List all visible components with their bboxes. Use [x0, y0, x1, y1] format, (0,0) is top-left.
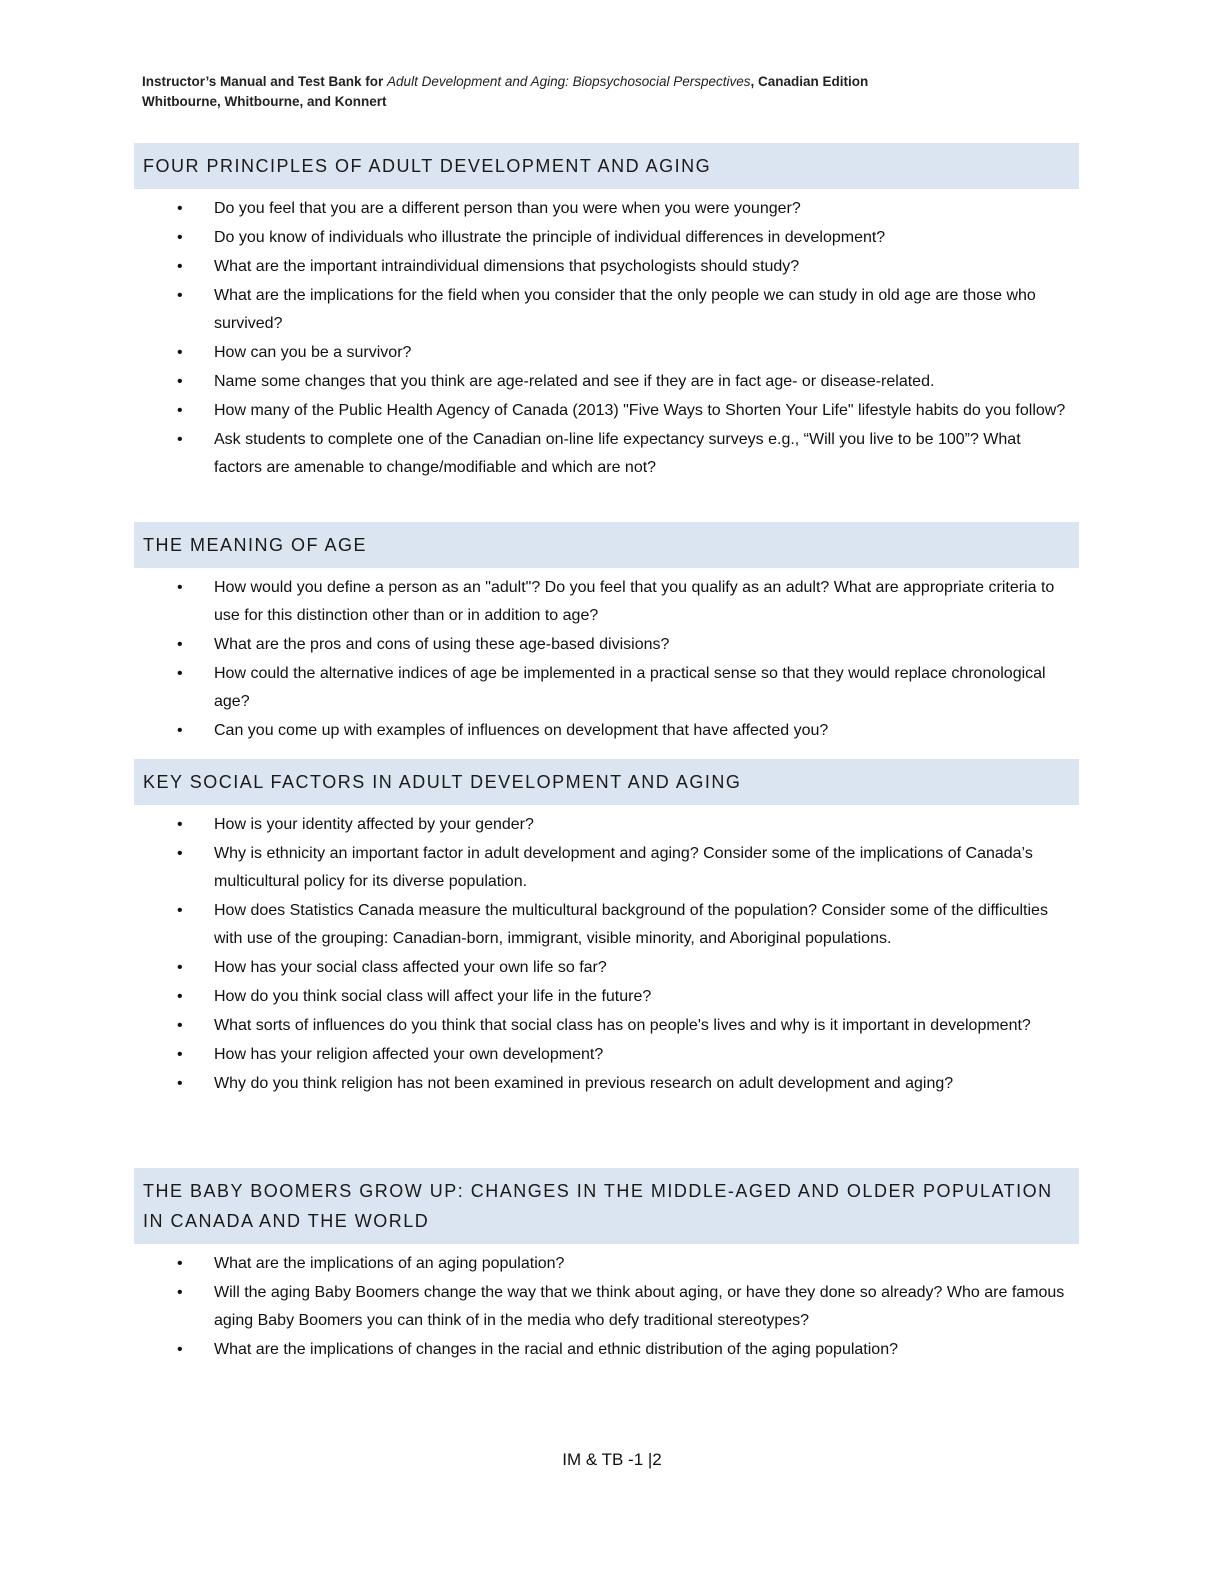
header-line-1	[142, 72, 868, 92]
question-text: How does Statistics Canada measure the multicultural background of the population? Consider some of the difficulties with use of the grouping: Canadian-born, immigrant, visible minority, and Aboriginal populations.	[214, 902, 1048, 947]
list-item	[134, 282, 1069, 338]
question-text: Will the aging Baby Boomers change the way that we think about aging, or have they done so already? Who are famous aging Baby Boomers you can think of in the media who defy traditional stereotypes?	[214, 1284, 1065, 1329]
bullet-icon: •	[177, 373, 183, 390]
bullet-icon: •	[177, 258, 183, 275]
question-text: How would you define a person as an "adult"? Do you feel that you qualify as an adult? What are appropriate criteria to use for this distinction other than or in addition to age?	[214, 579, 1055, 624]
page-footer: IM & TB -1 |2	[562, 1450, 662, 1469]
header-suffix: , Canadian Edition	[750, 74, 869, 89]
list-item	[134, 1041, 1069, 1069]
list-item	[134, 1250, 1069, 1278]
question-list	[134, 574, 1079, 745]
bullet-icon: •	[177, 200, 183, 217]
bullet-icon: •	[177, 1284, 183, 1301]
bullet-icon: •	[177, 845, 183, 862]
question-text: How do you think social class will affect your life in the future?	[214, 988, 652, 1005]
list-item	[134, 368, 1069, 396]
bullet-icon: •	[177, 665, 183, 682]
bullet-icon: •	[177, 1075, 183, 1092]
bullet-icon: •	[177, 988, 183, 1005]
section-heading: THE BABY BOOMERS GROW UP: CHANGES IN THE MIDDLE-AGED AND OLDER POPULATION IN CANADA AND THE WORLD	[134, 1168, 1079, 1244]
list-item	[134, 897, 1069, 953]
bullet-icon: •	[177, 959, 183, 976]
header-authors: Whitbourne, Whitbourne, and Konnert	[142, 94, 387, 109]
section-key-social-factors	[134, 759, 1079, 1099]
question-list	[134, 195, 1079, 482]
header-prefix: Instructor’s Manual and Test Bank for	[142, 74, 388, 89]
bullet-icon: •	[177, 816, 183, 833]
list-item	[134, 339, 1069, 367]
bullet-icon: •	[177, 636, 183, 653]
list-item	[134, 717, 1069, 745]
list-item	[134, 954, 1069, 982]
question-list	[134, 1250, 1079, 1364]
question-text: Can you come up with examples of influences on development that have affected you?	[214, 722, 829, 739]
list-item	[134, 840, 1069, 896]
question-text: How could the alternative indices of age be implemented in a practical sense so that they would replace chronological age?	[214, 665, 1046, 710]
section-heading: FOUR PRINCIPLES OF ADULT DEVELOPMENT AND AGING	[134, 143, 1079, 189]
list-item	[134, 574, 1069, 630]
question-text: Ask students to complete one of the Canadian on-line life expectancy surveys e.g., “Will you live to be 100”? What factors are amenable to change/modifiable and which are not?	[214, 431, 1021, 476]
question-text: What are the implications of changes in the racial and ethnic distribution of the aging population?	[214, 1341, 898, 1358]
section-heading: KEY SOCIAL FACTORS IN ADULT DEVELOPMENT AND AGING	[134, 759, 1079, 805]
section-baby-boomers	[134, 1168, 1079, 1365]
section-four-principles	[134, 143, 1079, 483]
section-heading: THE MEANING OF AGE	[134, 522, 1079, 568]
list-item	[134, 1336, 1069, 1364]
question-text: Why do you think religion has not been examined in previous research on adult development and aging?	[214, 1075, 954, 1092]
list-item	[134, 1279, 1069, 1335]
question-text: Why is ethnicity an important factor in adult development and aging? Consider some of the implications of Canada’s multicultural policy for its diverse population.	[214, 845, 1033, 890]
list-item	[134, 1012, 1069, 1040]
question-text: How is your identity affected by your gender?	[214, 816, 534, 833]
bullet-icon: •	[177, 722, 183, 739]
running-header	[142, 72, 868, 112]
bullet-icon: •	[177, 287, 183, 304]
bullet-icon: •	[177, 402, 183, 419]
question-text: What sorts of influences do you think that social class has on people's lives and why is it important in development?	[214, 1017, 1031, 1034]
question-text: How has your religion affected your own development?	[214, 1046, 604, 1063]
question-text: Name some changes that you think are age-related and see if they are in fact age- or disease-related.	[214, 373, 935, 390]
bullet-icon: •	[177, 431, 183, 448]
list-item	[134, 983, 1069, 1011]
bullet-icon: •	[177, 1255, 183, 1272]
question-text: How can you be a survivor?	[214, 344, 412, 361]
section-meaning-of-age	[134, 522, 1079, 746]
list-item	[134, 631, 1069, 659]
question-text: What are the pros and cons of using these age-based divisions?	[214, 636, 670, 653]
bullet-icon: •	[177, 229, 183, 246]
list-item	[134, 253, 1069, 281]
question-text: What are the implications for the field when you consider that the only people we can study in old age are those who survived?	[214, 287, 1036, 332]
list-item	[134, 1070, 1069, 1098]
question-list	[134, 811, 1079, 1098]
bullet-icon: •	[177, 344, 183, 361]
list-item	[134, 660, 1069, 716]
book-title: Adult Development and Aging: Biopsychosocial Perspectives	[387, 74, 751, 89]
bullet-icon: •	[177, 1341, 183, 1358]
list-item	[134, 224, 1069, 252]
question-text: What are the implications of an aging population?	[214, 1255, 565, 1272]
list-item	[134, 811, 1069, 839]
list-item	[134, 426, 1069, 482]
bullet-icon: •	[177, 579, 183, 596]
question-text: Do you feel that you are a different person than you were when you were younger?	[214, 200, 801, 217]
question-text: Do you know of individuals who illustrate the principle of individual differences in development?	[214, 229, 886, 246]
bullet-icon: •	[177, 1017, 183, 1034]
bullet-icon: •	[177, 1046, 183, 1063]
question-text: How many of the Public Health Agency of Canada (2013) "Five Ways to Shorten Your Life" lifestyle habits do you follow?	[214, 402, 1066, 419]
list-item	[134, 397, 1069, 425]
question-text: How has your social class affected your own life so far?	[214, 959, 607, 976]
bullet-icon: •	[177, 902, 183, 919]
list-item	[134, 195, 1069, 223]
question-text: What are the important intraindividual dimensions that psychologists should study?	[214, 258, 800, 275]
